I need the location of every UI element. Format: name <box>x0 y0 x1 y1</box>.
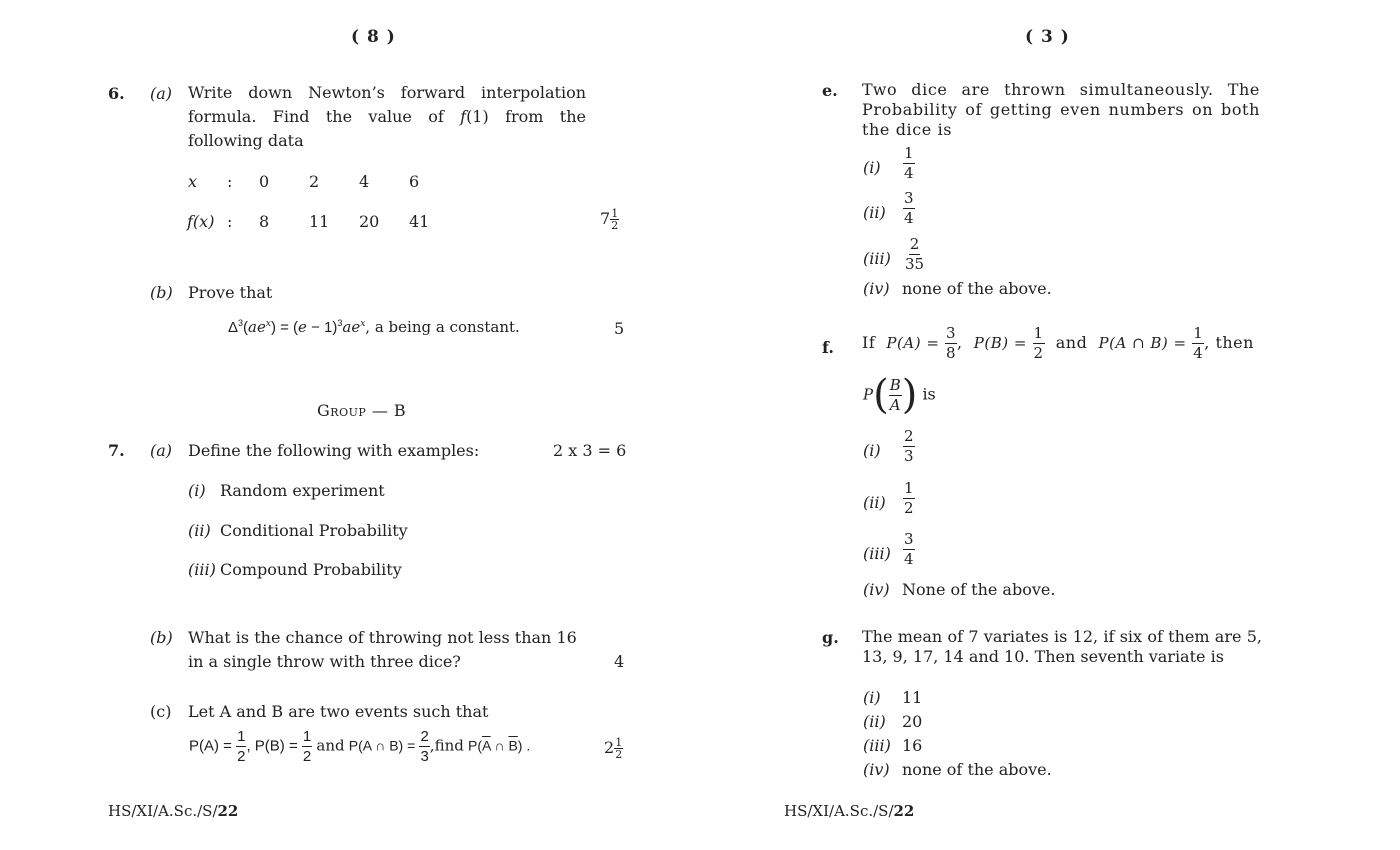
option-text: 16 <box>902 736 923 755</box>
question-7b-label: (b) <box>150 628 173 647</box>
table-x-label: x <box>188 172 198 191</box>
option-label: (ii) <box>863 203 886 222</box>
option-label: (i) <box>863 688 881 707</box>
question-6b-label: (b) <box>150 283 173 302</box>
option-label: (iv) <box>863 279 890 298</box>
table-fx-sep: : <box>227 212 233 231</box>
question-e-label: e. <box>822 81 838 100</box>
question-7c-formula: P(A) = $\frac{1}{2}$ , P(B) = $\frac{1}{2}$ and P(A ∩ B) = $\frac{2}{3}$ ,find $P(\overline{A}$ ∩ $\overline{B}$) . <box>189 728 531 765</box>
table-fx-value: 20 <box>359 212 380 231</box>
table-x-value: 2 <box>309 172 320 191</box>
question-7b-marks: 4 <box>614 652 625 671</box>
question-6b-marks: 5 <box>614 319 625 338</box>
option-label: (iv) <box>863 760 890 779</box>
option-label: (iii) <box>863 249 891 268</box>
option-fraction: $\frac{1}{4}$ <box>904 144 914 182</box>
option-label: (i) <box>863 441 881 460</box>
question-6a-label: (a) <box>150 84 173 103</box>
table-fx-value: 41 <box>409 212 430 231</box>
option-label: (ii) <box>863 712 886 731</box>
option-text: none of the above. <box>902 760 1052 779</box>
question-6a-text <box>188 81 586 153</box>
question-e-text: Two dice are thrown simultaneously. The Probability of getting even numbers on both the dice is <box>862 80 1260 139</box>
question-g-label: g. <box>822 628 839 647</box>
question-f-conditional: P( $\frac{B}{A}$ ) is <box>863 372 936 418</box>
question-7c-marks: 2 $\frac{1}{2}$ <box>604 736 623 761</box>
question-7a-marks: 2 x 3 = 6 <box>553 441 627 460</box>
option-fraction: $\frac{3}{4}$ <box>904 530 914 568</box>
item-text: Conditional Probability <box>220 521 408 540</box>
question-7-number: 7. <box>108 441 125 460</box>
table-x-value: 4 <box>359 172 370 191</box>
option-text: 20 <box>902 712 923 731</box>
option-label: (iii) <box>863 544 891 563</box>
complement-expression: $P(\overline{A}$ ∩ $\overline{B}$) . <box>468 737 531 754</box>
question-7a-text: Define the following with examples: <box>188 441 480 460</box>
table-fx-value: 11 <box>309 212 330 231</box>
option-fraction: $\frac{1}{2}$ <box>904 479 914 517</box>
table-x-value: 6 <box>409 172 420 191</box>
question-g-text: The mean of 7 variates is 12, if six of them are 5, 13, 9, 17, 14 and 10. Then seventh variate is <box>862 627 1262 666</box>
left-footer: HS/XI/A.Sc./S/22 <box>108 802 239 820</box>
question-f-statement: If P(A) = $\frac{3}{8}$ , P(B) = $\frac{1}{2}$ and P(A ∩ B) = $\frac{1}{4}$ , then <box>862 324 1254 362</box>
question-6b-formula: $\Delta^3(ae^x) = (e - 1)^3ae^x$, a being a constant. <box>228 318 520 336</box>
table-x-value: 0 <box>259 172 270 191</box>
question-6a-marks: 7 $\frac{1}{2}$ <box>600 207 619 232</box>
option-text: 11 <box>902 688 923 707</box>
option-label: (i) <box>863 158 881 177</box>
item-label: (iii) <box>188 560 216 579</box>
item-label: (i) <box>188 481 206 500</box>
question-7c-text: Let A and B are two events such that <box>188 702 489 721</box>
option-fraction: $\frac{3}{4}$ <box>904 189 914 227</box>
question-7b-line1: What is the chance of throwing not less than 16 <box>188 628 577 647</box>
function-symbol: f <box>460 107 467 126</box>
question-7b-line2: in a single throw with three dice? <box>188 652 461 671</box>
option-label: (iv) <box>863 580 890 599</box>
question-7c-label: (c) <box>150 702 172 721</box>
option-text: None of the above. <box>902 580 1056 599</box>
right-page-number: ( 3 ) <box>1025 27 1070 47</box>
option-fraction: $\frac{2}{35}$ <box>905 235 925 273</box>
option-label: (ii) <box>863 493 886 512</box>
table-fx-label: f(x) <box>187 212 215 231</box>
item-text: Compound Probability <box>220 560 402 579</box>
left-page-number: ( 8 ) <box>351 27 396 47</box>
question-6a-body: Write down Newton’s forward interpolation formula. Find the value of f(1) from the following data <box>188 83 586 150</box>
question-6-number: 6. <box>108 84 125 103</box>
right-footer: HS/XI/A.Sc./S/22 <box>784 802 915 820</box>
group-heading: Group — B <box>317 401 407 420</box>
option-label: (iii) <box>863 736 891 755</box>
option-text: none of the above. <box>902 279 1052 298</box>
item-label: (ii) <box>188 521 211 540</box>
option-fraction: $\frac{2}{3}$ <box>904 427 914 465</box>
question-6b-text: Prove that <box>188 283 273 302</box>
question-7a-label: (a) <box>150 441 173 460</box>
table-fx-value: 8 <box>259 212 270 231</box>
question-f-label: f. <box>822 338 834 357</box>
table-x-sep: : <box>227 172 233 191</box>
item-text: Random experiment <box>220 481 385 500</box>
